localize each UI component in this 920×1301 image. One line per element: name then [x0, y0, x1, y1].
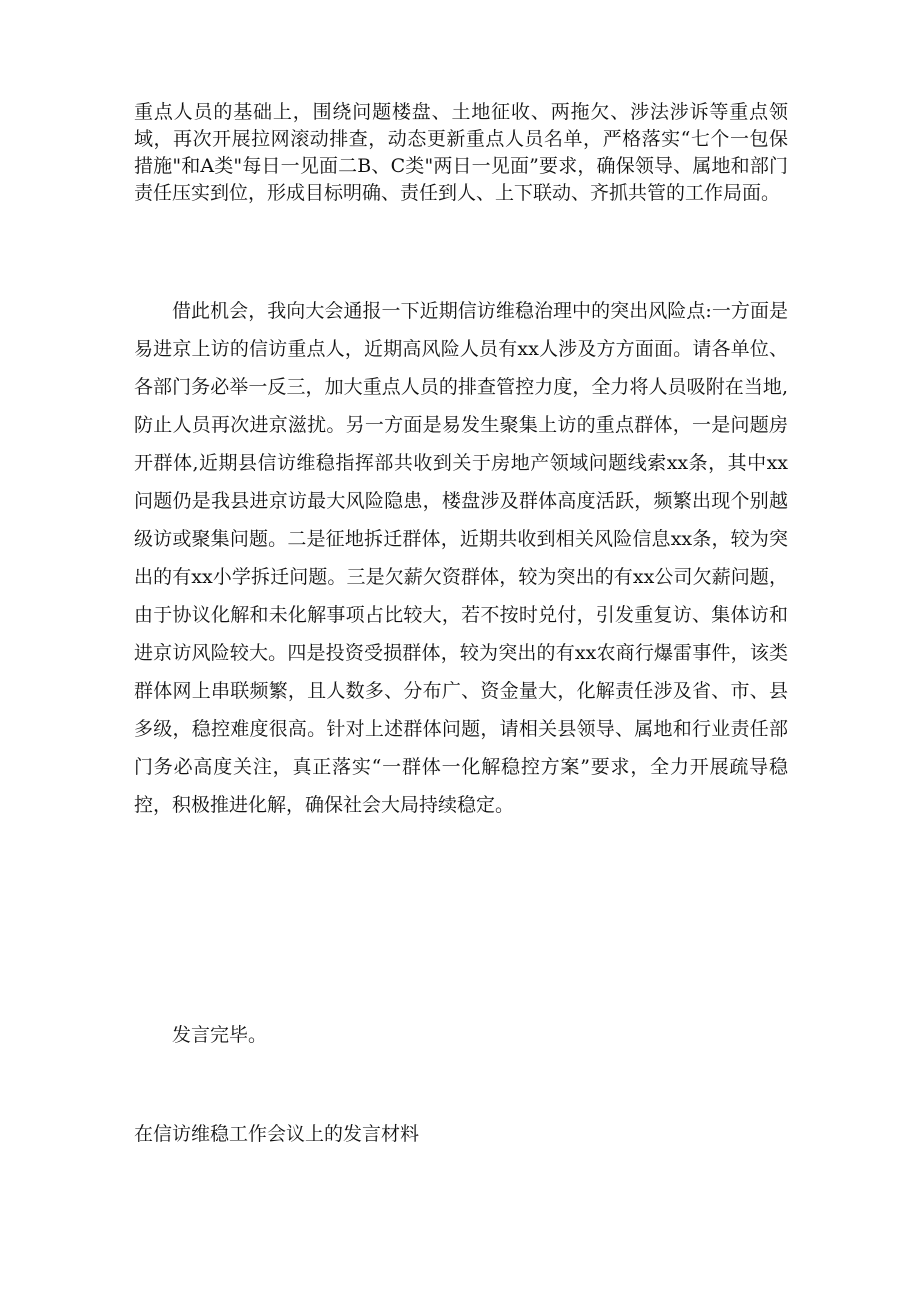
next-document-title: 在信访维稳工作会议上的发言材料: [134, 1123, 420, 1145]
closing-remark: 发言完毕。: [172, 1024, 268, 1046]
paragraph-main: 借此机会，我向大会通报一下近期信访维稳治理中的突出风险点:一方面是易进京上访的信访重点人，近期高风险人员有xx人涉及方方面面。请各单位、各部门务必举一反三，加大重点人员的排查管控力度，全力将人员吸附在当地,防止人员再次进京滋扰。另一方面是易发生聚集上访的重点群体，一是问题房开群体,近期县信访维稳指挥部共收到关于房地产领域问题线索xx条，其中xx问题仍是我县进京访最大风险隐患，楼盘涉及群体高度活跃，频繁出现个别越级访或聚集问题。二是征地拆迁群体，近期共收到相关风险信息xx条，较为突出的有xx小学拆迁问题。三是欠薪欠资群体，较为突出的有xx公司欠薪问题，由于协议化解和未化解事项占比较大，若不按时兑付，引发重复访、集体访和进京访风险较大。四是投资受损群体，较为突出的有xx农商行爆雷事件，该类群体网上串联频繁，且人数多、分布广、资金量大，化解责任涉及省、市、县多级，稳控难度很高。针对上述群体问题，请相关县领导、属地和行业责任部门务必高度关注，真正落实“一群体一化解稳控方案”要求，全力开展疏导稳控，积极推进化解，确保社会大局持续稳定。: [134, 300, 788, 816]
paragraph-top: 重点人员的基础上，围绕问题楼盘、土地征收、两拖欠、涉法涉诉等重点领域，再次开展拉网滚动排查，动态更新重点人员名单，严格落实“七个一包保措施"和A类"每日一见面二B、C类"两日一见面”要求，确保领导、属地和部门责任压实到位，形成目标明确、责任到人、上下联动、齐抓共管的工作局面。: [134, 101, 788, 204]
